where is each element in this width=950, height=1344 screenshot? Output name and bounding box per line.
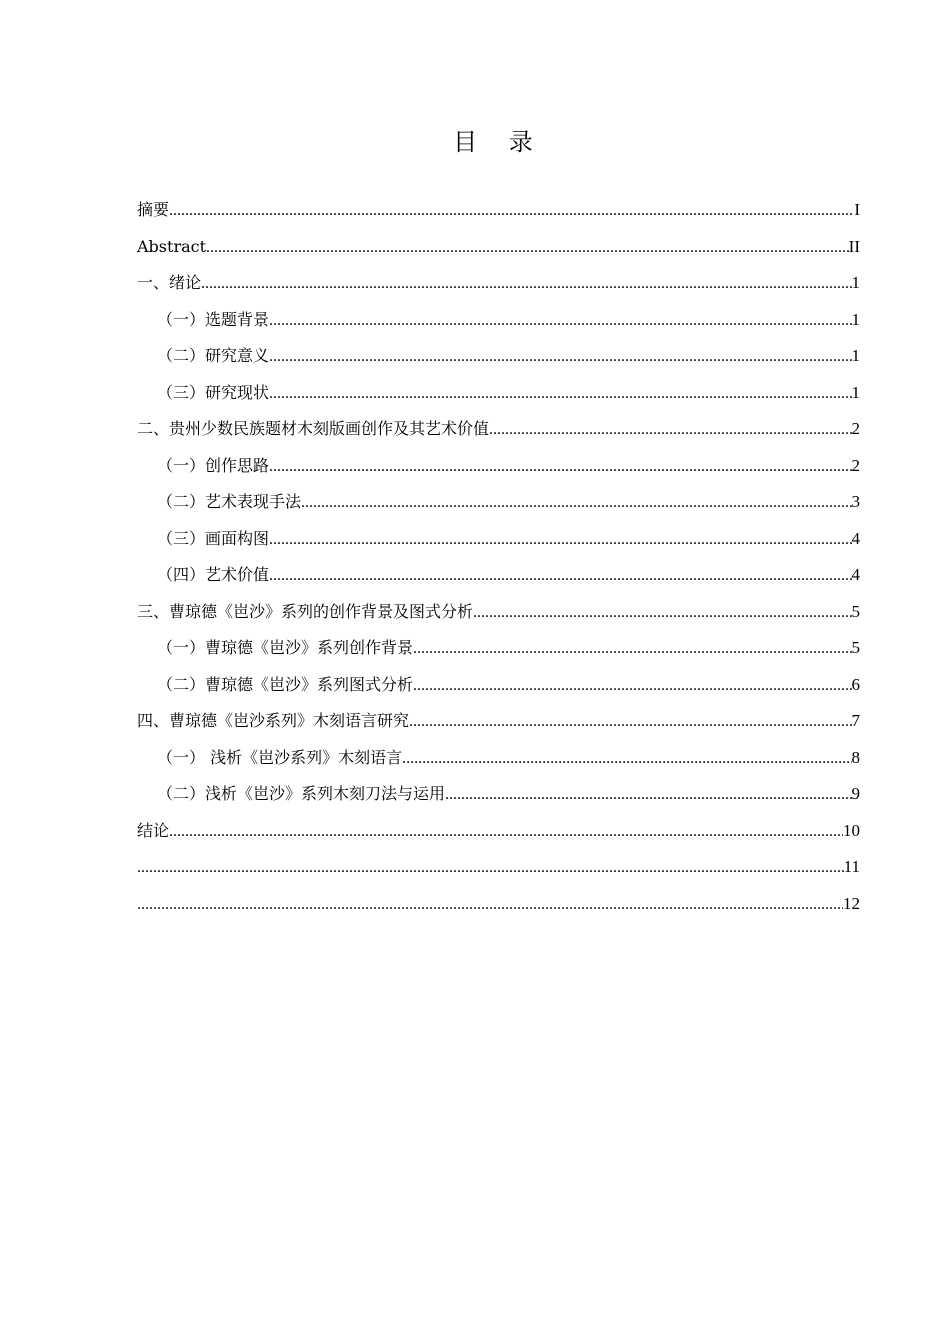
toc-entry-page: 7: [851, 711, 860, 730]
toc-entry-page: 6: [851, 674, 860, 694]
toc-entry-page: 1: [851, 346, 860, 365]
toc-entry[interactable]: [137, 782, 860, 819]
toc-entry[interactable]: [137, 600, 860, 637]
toc-dot-leader: [169, 820, 843, 844]
toc-entry-label: （一）曹琼德《岜沙》系列创作背景: [157, 638, 414, 657]
toc-dot-leader: [301, 491, 851, 515]
toc-entry-page: 12: [843, 893, 860, 913]
toc-entry[interactable]: [137, 198, 860, 235]
toc-entry[interactable]: [137, 527, 860, 564]
toc-entry-page: 8: [851, 747, 860, 767]
toc-entry-label: 结论: [137, 820, 170, 840]
toc-list: [137, 198, 860, 928]
toc-entry-label: Abstract: [137, 236, 207, 256]
toc-entry-page: 3: [851, 492, 860, 511]
toc-entry-page: 4: [851, 528, 860, 548]
toc-dot-leader: [409, 710, 851, 734]
toc-entry[interactable]: [137, 636, 860, 673]
toc-entry-label: （二）曹琼德《岜沙》系列图式分析: [157, 674, 414, 694]
toc-entry-label: （一） 浅析《岜沙系列》木刻语言: [157, 747, 403, 767]
toc-entry[interactable]: [137, 235, 860, 272]
toc-entry-page: 9: [851, 784, 860, 803]
toc-entry[interactable]: [137, 819, 860, 856]
toc-entry-page: 4: [851, 565, 860, 584]
toc-entry[interactable]: [137, 563, 860, 600]
toc-entry[interactable]: [137, 381, 860, 418]
toc-title: 目 录: [453, 128, 545, 156]
toc-entry-label: （二）浅析《岜沙》系列木刻刀法与运用: [157, 784, 446, 803]
toc-entry-page: II: [848, 236, 860, 256]
toc-entry[interactable]: [137, 308, 860, 345]
toc-entry-page: 1: [851, 309, 860, 329]
toc-entry[interactable]: [137, 746, 860, 783]
toc-dot-leader: [402, 747, 851, 771]
toc-entry-label: 一、绪论: [137, 273, 202, 292]
toc-entry-label: （一）选题背景: [157, 309, 270, 329]
toc-dot-leader: [269, 382, 851, 406]
toc-entry[interactable]: [137, 673, 860, 710]
toc-entry-page: 2: [851, 419, 860, 438]
toc-dot-leader: [201, 272, 851, 296]
toc-entry[interactable]: [137, 709, 860, 746]
toc-entry[interactable]: [137, 454, 860, 491]
toc-dot-leader: [269, 345, 851, 369]
toc-entry-page: 5: [851, 638, 860, 657]
toc-entry[interactable]: [137, 344, 860, 381]
toc-entry[interactable]: [137, 417, 860, 454]
toc-entry-page: 2: [851, 455, 860, 475]
toc-entry-label: （一）创作思路: [157, 455, 270, 475]
toc-entry-page: 1: [851, 382, 860, 402]
toc-dot-leader: [489, 418, 851, 442]
toc-dot-leader: [413, 674, 851, 698]
toc-entry-label: （三）画面构图: [157, 528, 270, 548]
toc-dot-leader: [169, 199, 854, 223]
toc-entry[interactable]: [137, 855, 860, 892]
toc-entry-label: （二）艺术表现手法: [157, 492, 302, 511]
toc-dot-leader: [269, 564, 851, 588]
toc-dot-leader: [137, 893, 843, 917]
toc-entry-page: 1: [851, 273, 860, 292]
toc-dot-leader: [269, 455, 851, 479]
toc-entry-label: （四）艺术价值: [157, 565, 270, 584]
toc-entry-label: 四、曹琼德《岜沙系列》木刻语言研究: [137, 711, 410, 730]
toc-dot-leader: [473, 601, 851, 625]
toc-dot-leader: [269, 528, 851, 552]
toc-dot-leader: [413, 637, 851, 661]
toc-entry[interactable]: [137, 271, 860, 308]
toc-entry-page: I: [854, 200, 860, 219]
toc-dot-leader: [445, 783, 851, 807]
toc-dot-leader: [269, 309, 851, 333]
toc-entry-page: 5: [851, 601, 860, 621]
toc-entry-label: （二）研究意义: [157, 346, 270, 365]
toc-entry-label: 三、曹琼德《岜沙》系列的创作背景及图式分析: [137, 601, 474, 621]
toc-entry-page: 10: [843, 820, 860, 840]
toc-entry-label: 摘要: [137, 200, 170, 219]
toc-entry[interactable]: [137, 490, 860, 527]
toc-entry[interactable]: [137, 892, 860, 929]
toc-entry-label: （三）研究现状: [157, 382, 270, 402]
toc-dot-leader: [137, 856, 844, 880]
toc-dot-leader: [206, 236, 849, 260]
toc-entry-label: 二、贵州少数民族题材木刻版画创作及其艺术价值: [137, 419, 490, 438]
toc-entry-page: 11: [843, 857, 860, 876]
